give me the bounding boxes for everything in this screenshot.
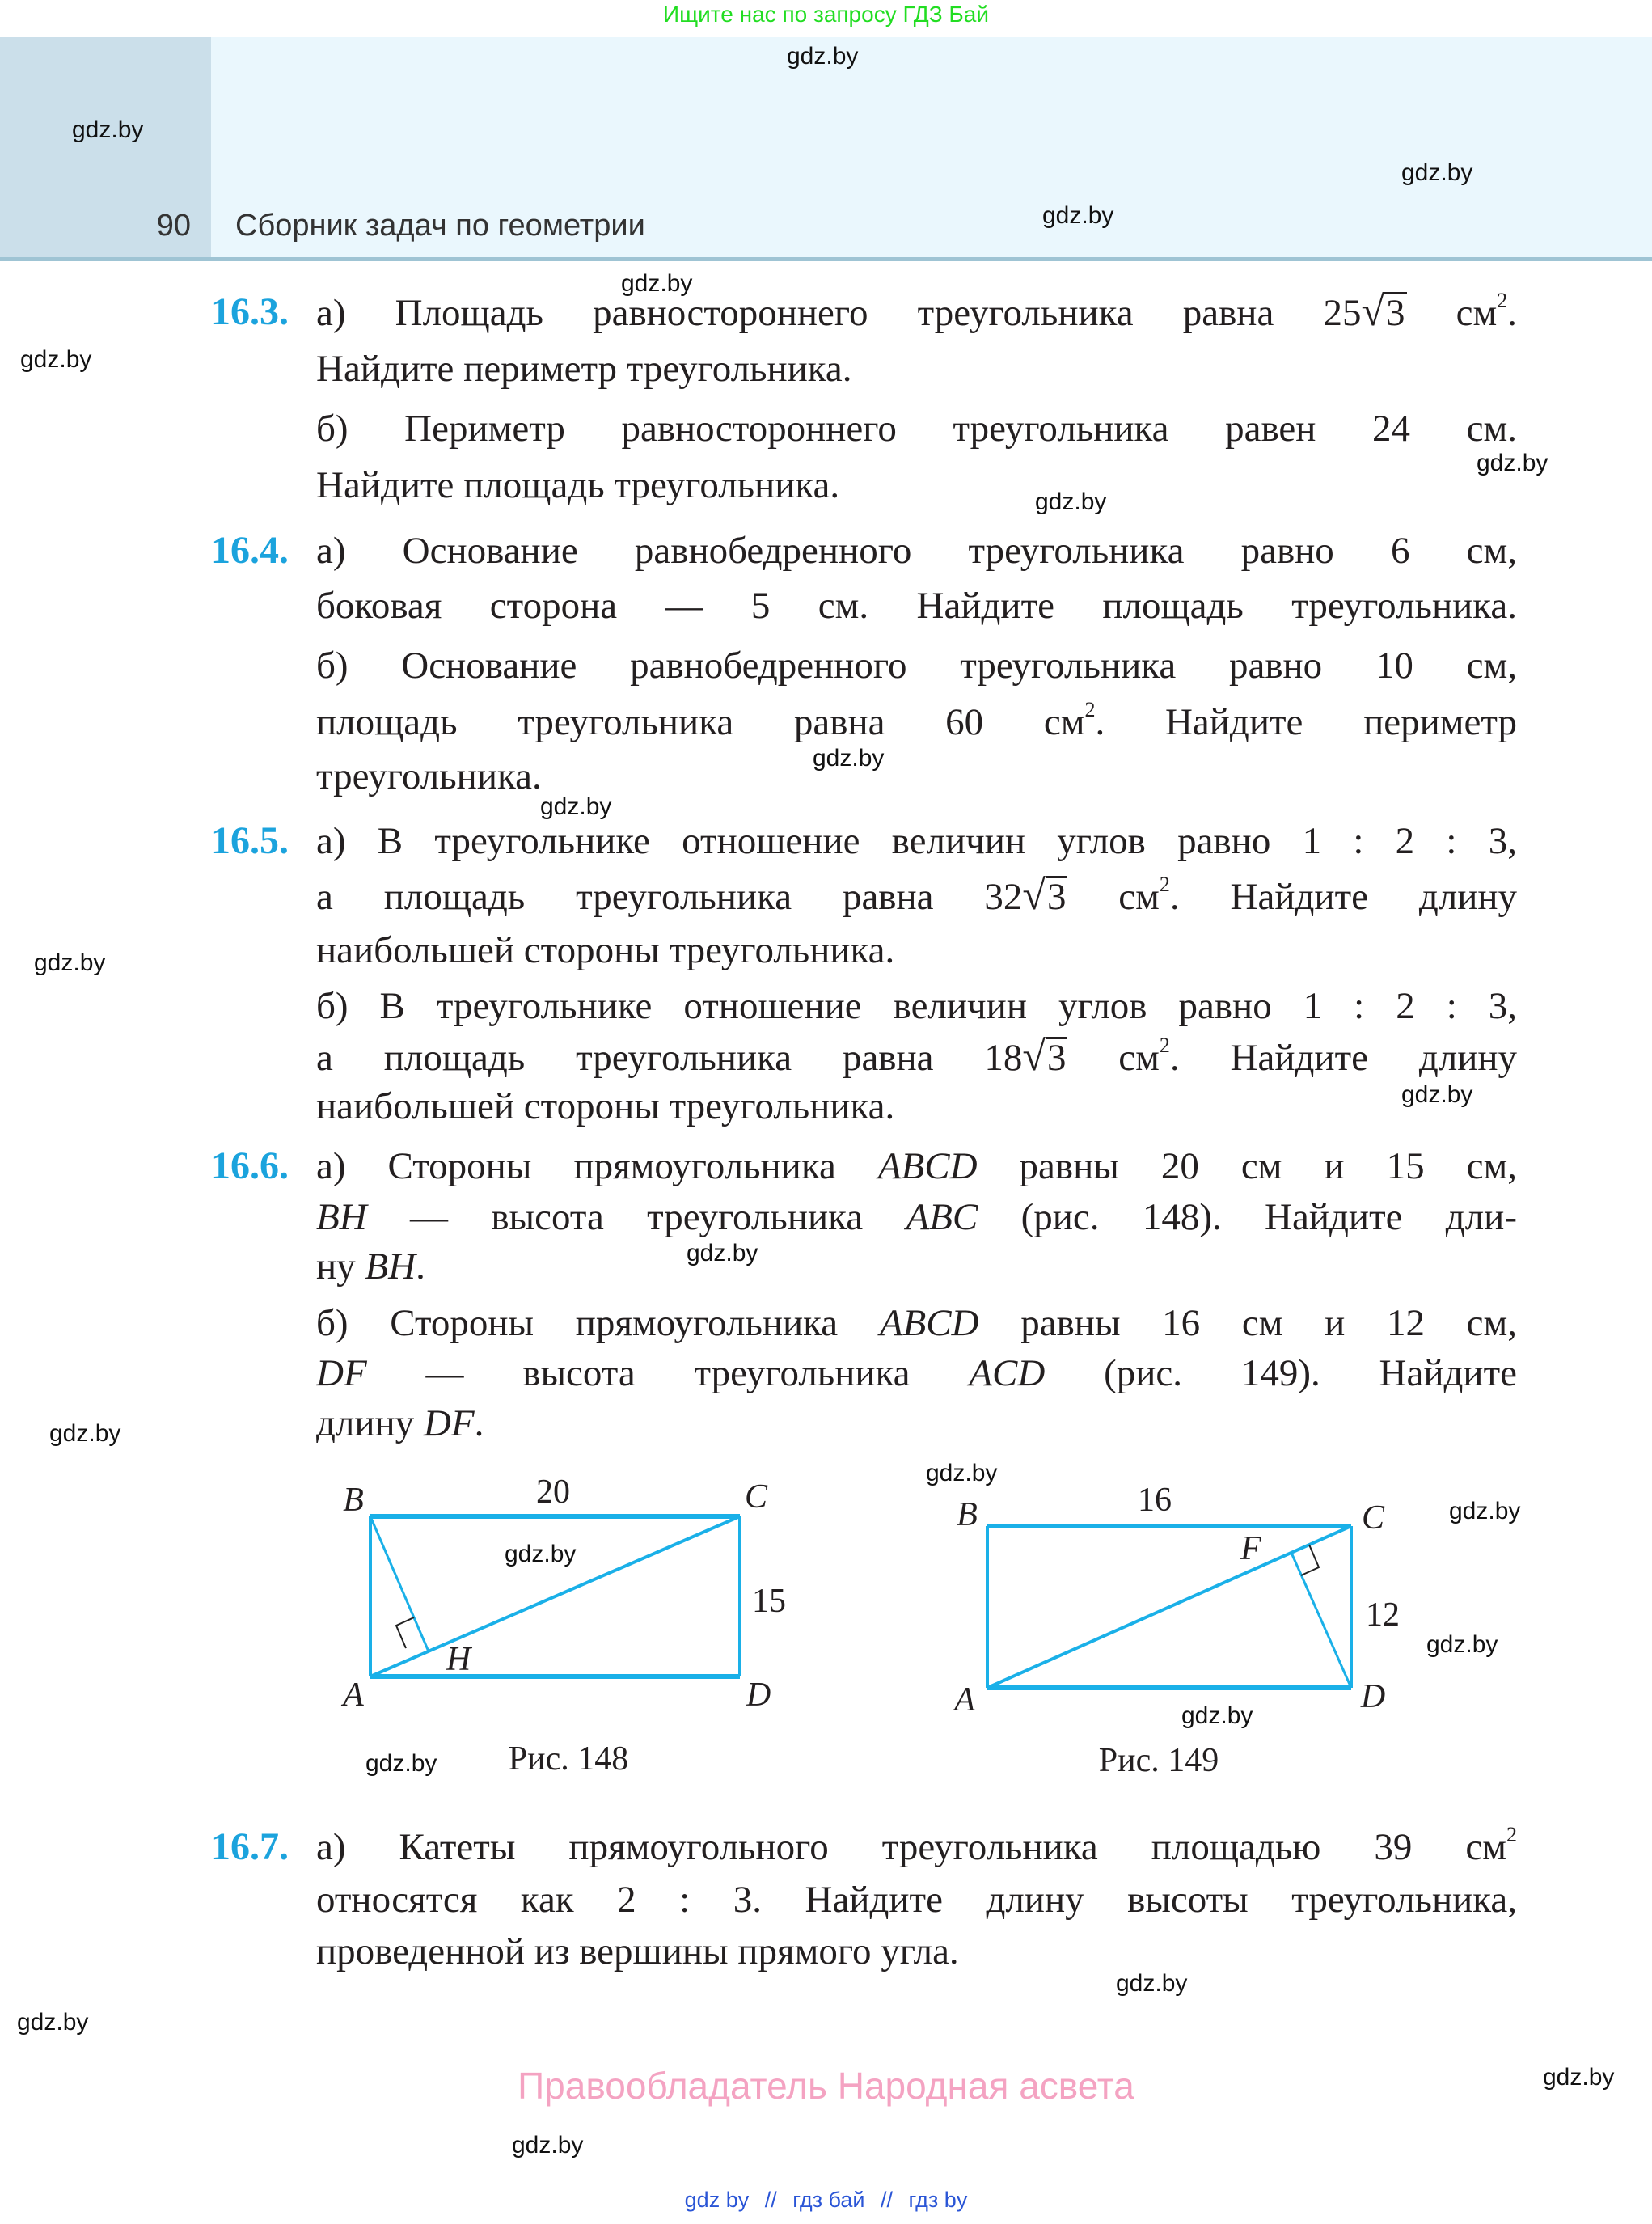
problem-text-line xyxy=(316,749,1517,804)
watermark: gdz.by xyxy=(1543,2064,1615,2091)
superscript: 2 xyxy=(1506,1823,1517,1846)
problem-text-line xyxy=(316,341,1517,396)
text-segment: Найдите периметр треугольника. xyxy=(316,348,852,390)
text-segment: б) В треугольнике отношение величин углов равно 1 : 2 : 3, xyxy=(316,985,1517,1027)
watermark: gdz.by xyxy=(1449,1498,1521,1524)
radicand: 3 xyxy=(1046,1037,1067,1079)
problem-number: 16.5. xyxy=(211,819,289,862)
text-segment: ну xyxy=(316,1245,365,1287)
text-segment: относятся как 2 : 3. Найдите длину высоты треугольника, xyxy=(316,1879,1517,1921)
problem-text-line xyxy=(316,285,1517,340)
superscript: 2 xyxy=(1497,289,1508,312)
text-segment: . xyxy=(474,1402,484,1444)
watermark: gdz.by xyxy=(687,1240,758,1266)
fig149-caption: Рис. 149 xyxy=(1098,1742,1219,1779)
fig148-right-angle-mark xyxy=(396,1617,414,1648)
watermark: gdz.by xyxy=(1426,1631,1498,1658)
problem-text-line xyxy=(316,1396,1517,1451)
footer-links xyxy=(0,2188,1652,2213)
text-segment: а) В треугольнике отношение величин углов равно 1 : 2 : 3, xyxy=(316,820,1517,862)
superscript: 2 xyxy=(1159,1034,1170,1057)
text-segment: . xyxy=(1507,292,1517,334)
fig148-side-15: 15 xyxy=(752,1583,786,1620)
text-segment: б) Стороны прямоугольника xyxy=(316,1302,880,1344)
text-segment: . xyxy=(416,1245,425,1287)
problem-text-line xyxy=(316,401,1517,456)
problem-text-line xyxy=(316,979,1517,1034)
text-segment: см xyxy=(1067,876,1160,918)
text-segment: Найдите площадь треугольника. xyxy=(316,464,840,506)
watermark: gdz.by xyxy=(540,793,612,820)
copyright-notice: Правообладатель Народная асвета xyxy=(518,2065,1134,2107)
watermark: gdz.by xyxy=(20,346,92,373)
text-segment: а площадь треугольника равна 32 xyxy=(316,876,1023,918)
problem-number: 16.3. xyxy=(211,290,289,333)
math-variable: BH xyxy=(365,1245,416,1287)
radical-sign-icon: √ xyxy=(1361,289,1384,335)
book-title: Сборник задач по геометрии xyxy=(235,209,645,243)
text-segment: равны 20 см и 15 см, xyxy=(977,1145,1517,1187)
watermark: gdz.by xyxy=(621,270,693,297)
math-variable: ACD xyxy=(969,1352,1046,1394)
fig149-vertex-c: C xyxy=(1361,1499,1385,1537)
watermark: gdz.by xyxy=(1116,1970,1188,1997)
watermark: gdz.by xyxy=(1181,1702,1253,1729)
text-segment: длину xyxy=(316,1402,424,1444)
problem-text-line xyxy=(316,1239,1517,1294)
problem-text-line xyxy=(316,1872,1517,1927)
problem-text-line xyxy=(316,523,1517,578)
math-variable: ABC xyxy=(906,1196,978,1238)
problem-number: 16.6. xyxy=(211,1144,289,1187)
watermark: gdz.by xyxy=(34,949,106,976)
text-segment: проведенной из вершины прямого угла. xyxy=(316,1930,959,1972)
fig148-side-20: 20 xyxy=(536,1474,570,1511)
math-variable: BH xyxy=(316,1196,367,1238)
watermark: gdz.by xyxy=(49,1420,121,1447)
watermark: gdz.by xyxy=(17,2009,89,2036)
search-hint-banner: Ищите нас по запросу ГДЗ Бай xyxy=(662,2,990,27)
watermark: gdz.by xyxy=(1042,202,1114,229)
problem-number: 16.7. xyxy=(211,1825,289,1868)
fig149-altitude-df xyxy=(1291,1553,1351,1688)
watermark: gdz.by xyxy=(72,116,144,143)
math-variable: ABCD xyxy=(879,1302,979,1344)
text-segment: равны 16 см и 12 см, xyxy=(978,1302,1517,1344)
radical-sign-icon: √ xyxy=(1022,1034,1046,1080)
fig149-point-f: F xyxy=(1240,1530,1261,1567)
text-segment: б) Основание равнобедренного треугольника равно 10 см, xyxy=(316,645,1517,687)
fig148-vertex-c: C xyxy=(744,1478,768,1516)
watermark: gdz.by xyxy=(926,1460,998,1486)
text-segment: треугольника. xyxy=(316,755,542,797)
text-segment: а площадь треугольника равна 18 xyxy=(316,1037,1023,1079)
text-segment: — высота треугольника xyxy=(366,1196,906,1238)
square-root xyxy=(1022,873,1067,919)
footer-separator: // xyxy=(881,2188,894,2212)
problem-text-line xyxy=(316,1139,1517,1194)
text-segment: б) Периметр равностороннего треугольника равен 24 см. xyxy=(316,408,1517,450)
text-segment: наибольшей стороны треугольника. xyxy=(316,929,895,971)
text-segment: наибольшей стороны треугольника. xyxy=(316,1085,895,1127)
math-variable: DF xyxy=(423,1402,475,1444)
fig148-caption: Рис. 148 xyxy=(508,1740,629,1778)
fig148-vertex-d: D xyxy=(746,1676,771,1714)
fig148-altitude-bh xyxy=(370,1516,429,1651)
footer-link-gdz-bai[interactable]: гдз бай xyxy=(792,2188,865,2212)
footer-separator: // xyxy=(764,2188,777,2212)
math-variable: ABCD xyxy=(877,1145,978,1187)
problem-text-line xyxy=(316,1346,1517,1401)
fig148-vertex-b: B xyxy=(343,1482,364,1519)
text-segment: . Найдите периметр xyxy=(1095,701,1517,743)
text-segment: боковая сторона — 5 см. Найдите площадь треугольника. xyxy=(316,585,1517,627)
problem-text-line xyxy=(316,695,1517,750)
text-segment: . Найдите длину xyxy=(1169,876,1517,918)
header-divider xyxy=(0,257,1652,261)
problem-text-line xyxy=(316,638,1517,693)
text-segment: (рис. 148). Найдите дли- xyxy=(978,1196,1517,1238)
fig148-vertex-a: A xyxy=(343,1676,364,1714)
problem-text-line xyxy=(316,869,1517,924)
fig149-right-angle-mark xyxy=(1301,1545,1319,1575)
footer-link-gdz-by-2[interactable]: гдз by xyxy=(908,2188,968,2212)
watermark: gdz.by xyxy=(1477,450,1548,476)
math-variable: DF xyxy=(316,1352,367,1394)
square-root xyxy=(1022,1034,1067,1080)
watermark: gdz.by xyxy=(813,745,885,772)
text-segment: а) Основание равнобедренного треугольника равно 6 см, xyxy=(316,530,1517,572)
watermark: gdz.by xyxy=(787,43,859,70)
fig148-point-h: H xyxy=(446,1641,471,1678)
problem-text-line xyxy=(316,1190,1517,1245)
radical-sign-icon: √ xyxy=(1022,873,1046,919)
problem-number: 16.4. xyxy=(211,529,289,572)
fig149-vertex-d: D xyxy=(1360,1678,1386,1715)
text-segment: . Найдите длину xyxy=(1169,1037,1517,1079)
page-number: 90 xyxy=(156,209,191,243)
superscript: 2 xyxy=(1084,698,1096,721)
problem-text-line xyxy=(316,1820,1517,1875)
watermark: gdz.by xyxy=(1035,488,1107,515)
text-segment: см xyxy=(1067,1037,1160,1079)
problem-text-line xyxy=(316,1296,1517,1351)
fig149-vertex-a: A xyxy=(954,1681,975,1719)
fig149-side-16: 16 xyxy=(1138,1482,1172,1519)
fig149-vertex-b: B xyxy=(957,1496,978,1533)
problem-text-line xyxy=(316,923,1517,978)
watermark: gdz.by xyxy=(512,2132,584,2158)
text-segment: а) Стороны прямоугольника xyxy=(316,1145,878,1187)
superscript: 2 xyxy=(1159,873,1170,896)
text-segment: (рис. 149). Найдите xyxy=(1045,1352,1517,1394)
text-segment: — высота треугольника xyxy=(366,1352,970,1394)
watermark: gdz.by xyxy=(505,1541,577,1567)
problem-text-line xyxy=(316,1079,1517,1134)
footer-link-gdz-by[interactable]: gdz by xyxy=(684,2188,750,2212)
text-segment: а) Площадь равностороннего треугольника равна 25 xyxy=(316,292,1362,334)
square-root xyxy=(1361,289,1406,335)
problem-text-line xyxy=(316,1924,1517,1979)
radicand: 3 xyxy=(1386,292,1405,334)
fig149-diagonal-ac xyxy=(987,1526,1351,1688)
text-segment: а) Катеты прямоугольного треугольника площадью 39 см xyxy=(316,1826,1506,1868)
watermark: gdz.by xyxy=(1401,159,1473,186)
problem-text-line xyxy=(316,814,1517,869)
fig149-side-12: 12 xyxy=(1366,1596,1400,1634)
problem-text-line xyxy=(316,458,1517,513)
watermark: gdz.by xyxy=(365,1750,437,1777)
text-segment: площадь треугольника равна 60 см xyxy=(316,701,1085,743)
problem-text-line xyxy=(316,578,1517,633)
radicand: 3 xyxy=(1046,876,1067,918)
figure-149-rectangle xyxy=(987,1526,1351,1688)
watermark: gdz.by xyxy=(1401,1081,1473,1108)
problem-text-line xyxy=(316,1030,1517,1085)
text-segment: см xyxy=(1406,292,1498,334)
